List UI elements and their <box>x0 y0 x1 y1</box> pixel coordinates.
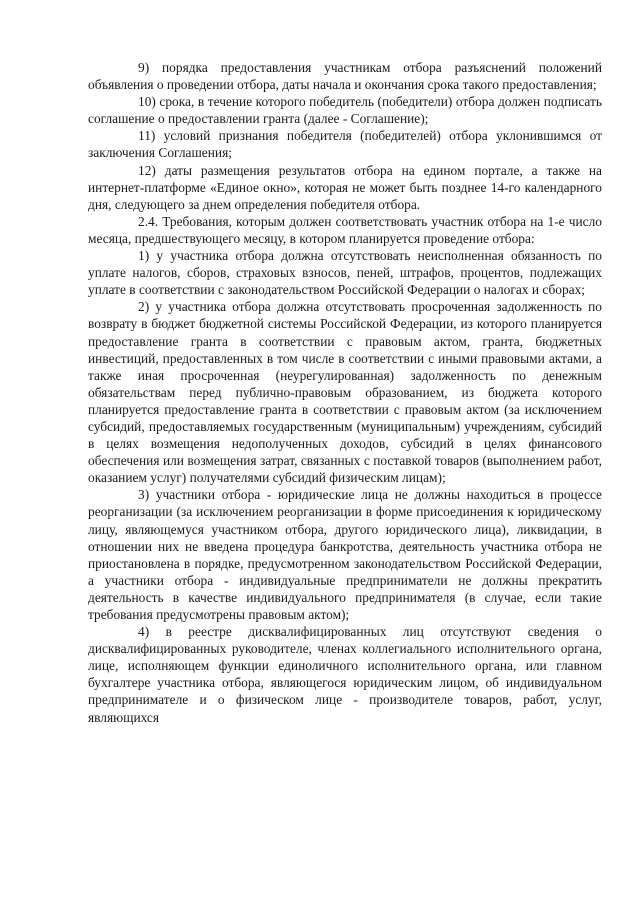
document-page <box>88 59 602 726</box>
paragraph-item-12: 12) даты размещения результатов отбора на едином портале, а также на интернет-платформе «Единое окно», которая не может быть позднее 14-го календарного дня, следующего за днем определения победителя отбора. <box>88 162 602 212</box>
section-2-4-heading: 2.4. Требования, которым должен соответствовать участник отбора на 1-е число месяца, предшествующего месяцу, в котором планируется проведение отбора: <box>88 213 602 246</box>
paragraph-item-9: 9) порядка предоставления участникам отбора разъяснений положений объявления о проведении отбора, даты начала и окончания срока такого предоставления; <box>88 60 602 93</box>
requirement-2: 2) у участника отбора должна отсутствовать просроченная задолженность по возврату в бюджет бюджетной системы Российской Федерации, из которого планируется предоставление гранта в соответствии с правовым актом, гранта, бюджетных инвестиций, предоставленных в том числе в соответствии с иными правовыми актами, а также иная просроченная (неурегулированная) задолженность по денежным обязательствам перед публично-правовым образованием, из бюджета которого планируется предоставление гранта в соответствии с правовым актом (за исключением субсидий, предоставляемых государственным (муниципальным) учреждениям, субсидий в целях возмещения недополученных доходов, субсидий в целях финансового обеспечения или возмещения затрат, связанных с поставкой товаров (выполнением работ, оказанием услуг) получателями субсидий физическим лицам); <box>88 299 602 486</box>
requirement-3: 3) участники отбора - юридические лица не должны находиться в процессе реорганизации (за исключением реорганизации в форме присоединения к юридическому лицу, являющемуся участником отбора, другого юридического лица), ликвидации, в отношении них не введена процедура банкротства, деятельность участника отбора не приостановлена в порядке, предусмотренном законодательством Российской Федерации, а участники отбора - индивидуальные предприниматели не должны прекратить деятельность в качестве индивидуального предпринимателя (в случае, если такие требования предусмотрены правовым актом); <box>88 487 602 622</box>
paragraph-item-11: 11) условий признания победителя (победителей) отбора уклонившимся от заключения Соглашения; <box>88 128 602 161</box>
paragraph-item-10: 10) срока, в течение которого победитель (победители) отбора должен подписать соглашение о предоставлении гранта (далее - Соглашение); <box>88 94 602 127</box>
requirement-1: 1) у участника отбора должна отсутствовать неисполненная обязанность по уплате налогов, сборов, страховых взносов, пеней, штрафов, процентов, подлежащих уплате в соответствии с законодательством Российской Федерации о налогах и сборах; <box>88 248 602 298</box>
requirement-4: 4) в реестре дисквалифицированных лиц отсутствуют сведения о дисквалифицированных руководителе, членах коллегиального исполнительного органа, лице, исполняющем функции единоличного исполнительного органа, или главном бухгалтере участника отбора, являющегося юридическим лицом, об индивидуальном предпринимателе и о физическом лице - производителе товаров, работ, услуг, являющихся <box>88 624 602 725</box>
